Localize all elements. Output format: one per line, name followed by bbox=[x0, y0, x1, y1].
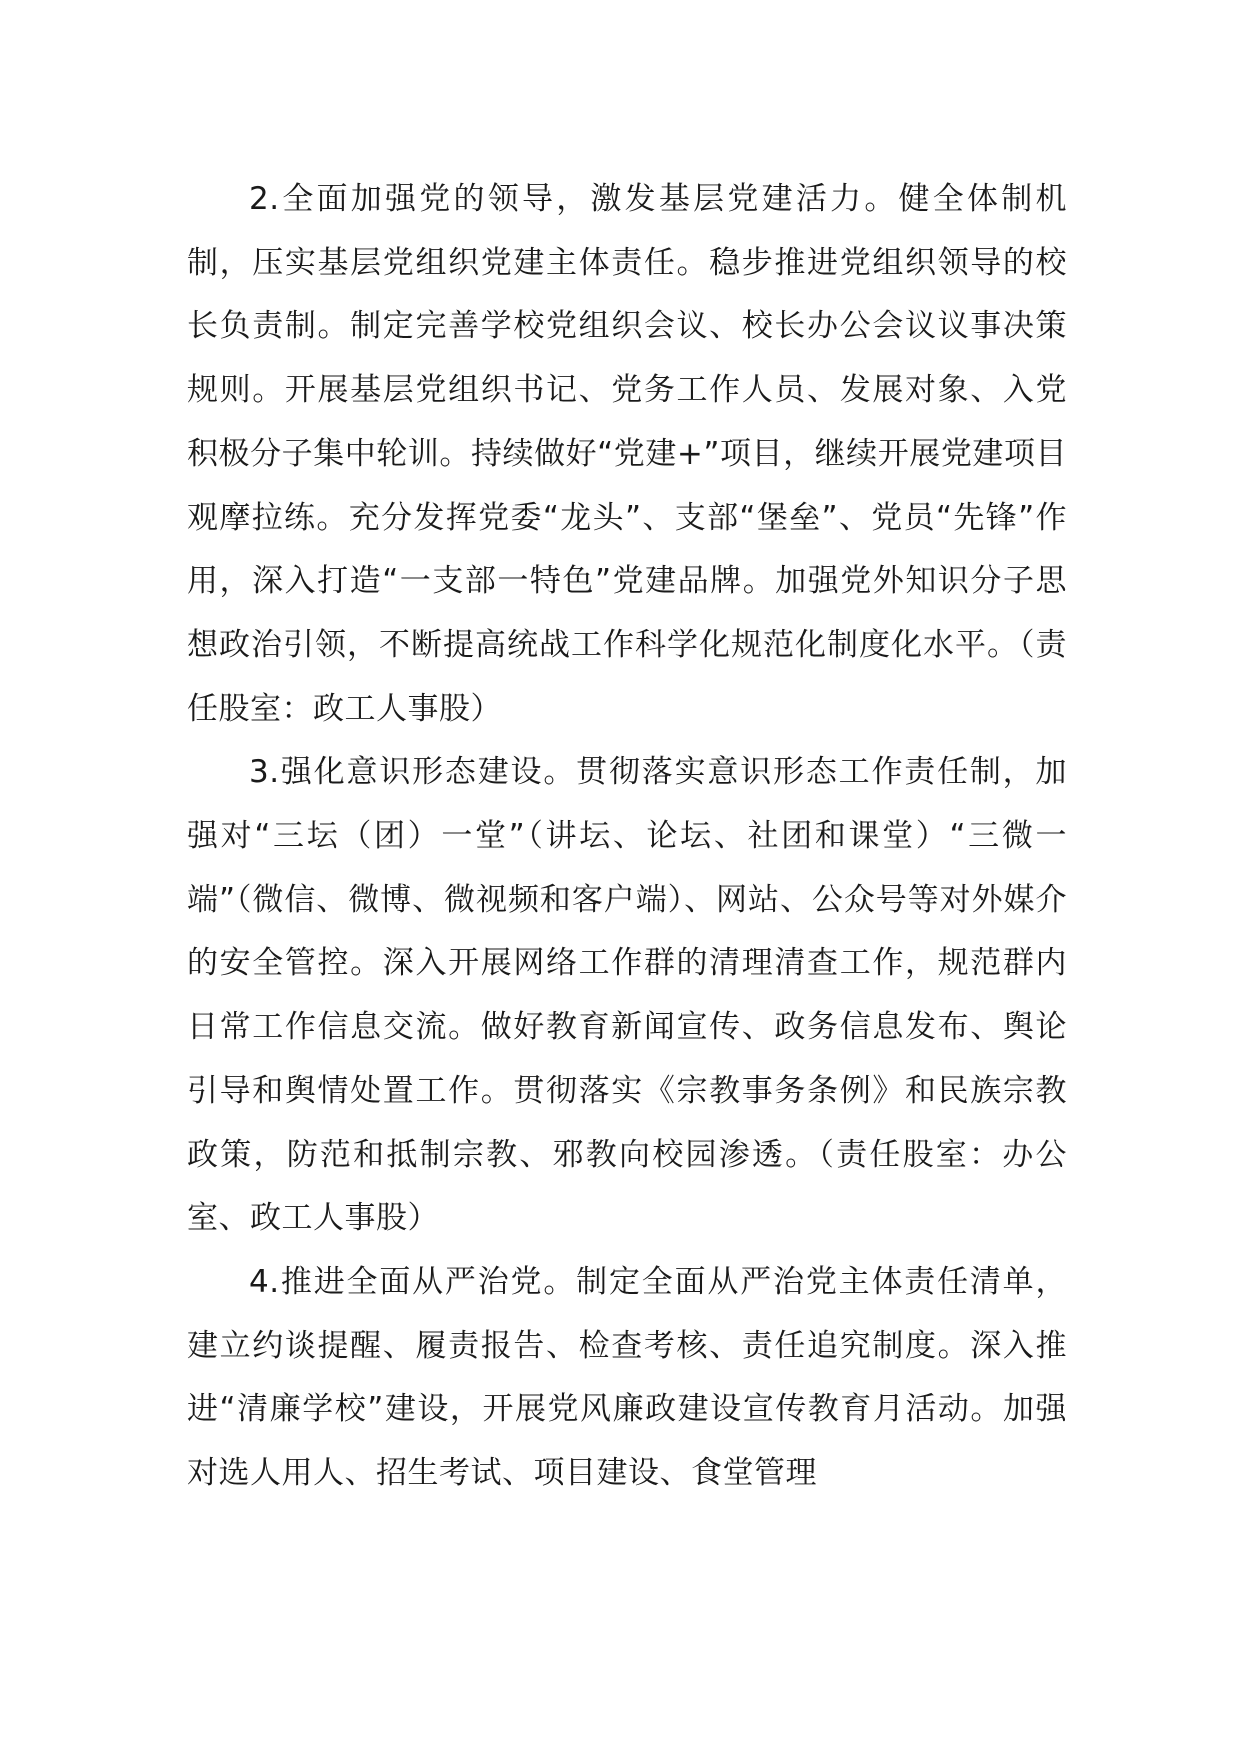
document-body bbox=[187, 168, 1067, 1506]
paragraph-ideology-building: 3.强化意识形态建设。贯彻落实意识形态工作责任制，加强对“三坛（团）一堂”（讲坛、论坛、社团和课堂）“三微一端”（微信、微博、微视频和客户端）、网站、公众号等对外媒介的安全管控。深入开展网络工作群的清理清查工作，规范群内日常工作信息交流。做好教育新闻宣传、政务信息发布、舆论引导和舆情处置工作。贯彻落实《宗教事务条例》和民族宗教政策，防范和抵制宗教、邪教向校园渗透。（责任股室：办公室、政工人事股） bbox=[187, 754, 1067, 1237]
paragraph-strict-party-governance: 4.推进全面从严治党。制定全面从严治党主体责任清单，建立约谈提醒、履责报告、检查考核、责任追究制度。深入推进“清廉学校”建设，开展党风廉政建设宣传教育月活动。加强对选人用人、招生考试、项目建设、食堂管理 bbox=[187, 1263, 1067, 1492]
paragraph-party-leadership: 2.全面加强党的领导，激发基层党建活力。健全体制机制，压实基层党组织党建主体责任。稳步推进党组织领导的校长负责制。制定完善学校党组织会议、校长办公会议议事决策规则。开展基层党组织书记、党务工作人员、发展对象、入党积极分子集中轮训。持续做好“党建+”项目，继续开展党建项目观摩拉练。充分发挥党委“龙头”、支部“堡垒”、党员“先锋”作用，深入打造“一支部一特色”党建品牌。加强党外知识分子思想政治引领，不断提高统战工作科学化规范化制度化水平。（责任股室：政工人事股） bbox=[187, 181, 1067, 727]
